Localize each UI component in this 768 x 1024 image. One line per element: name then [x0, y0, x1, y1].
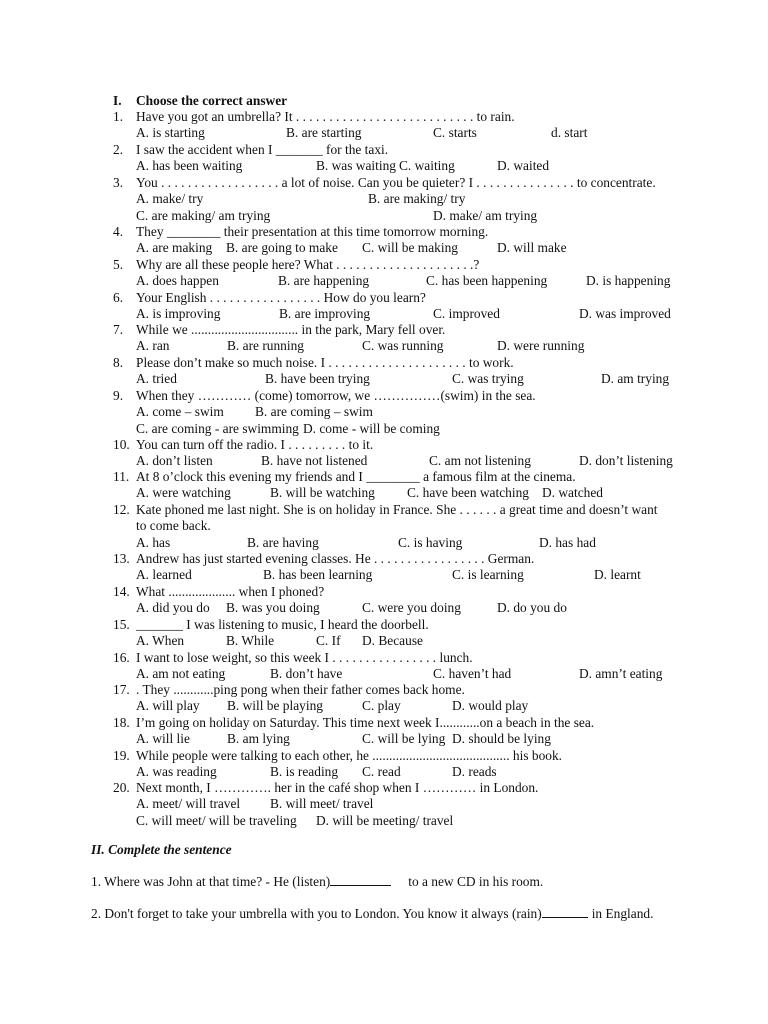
fill-in-text-after: in England. — [591, 906, 654, 921]
question-text: Please don’t make so much noise. I . . . . . . . . . . . . . . . . . . . . . to work. — [136, 355, 514, 370]
answer-option[interactable]: A. When — [136, 633, 185, 649]
answer-option[interactable]: B. have been trying — [265, 371, 370, 387]
answer-option[interactable]: A. ran — [136, 338, 170, 354]
question-text: At 8 o’clock this evening my friends and I ________ a famous film at the cinema. — [136, 469, 576, 484]
question-text: _______ I was listening to music, I heard the doorbell. — [136, 617, 429, 632]
answer-option[interactable]: B. are making/ try — [368, 191, 466, 207]
answer-option[interactable]: D. will make — [497, 240, 567, 256]
answer-option[interactable]: A. does happen — [136, 273, 219, 289]
answer-option[interactable]: D. make/ am trying — [433, 207, 538, 223]
question-text: While we ................................ in the park, Mary fell over. — [136, 322, 446, 337]
answer-option[interactable]: B. was waiting — [316, 158, 396, 174]
answer-option[interactable]: D. amn’t eating — [579, 666, 663, 682]
question-number: 14. — [113, 584, 130, 599]
question-number: 13. — [113, 551, 130, 566]
answer-option[interactable]: A. meet/ will travel — [136, 796, 241, 812]
question-text: I saw the accident when I _______ for the taxi. — [136, 142, 389, 157]
answer-blank[interactable] — [330, 874, 391, 886]
question-text: What .................... when I phoned? — [136, 584, 325, 599]
answer-option[interactable]: B. are having — [247, 534, 319, 550]
question-text: . They ............ping pong when their father comes back home. — [136, 682, 465, 697]
answer-option[interactable]: D. is happening — [586, 273, 671, 289]
answer-option[interactable]: A. don’t listen — [136, 453, 213, 469]
question-number: 8. — [113, 355, 124, 370]
answer-option[interactable]: C. If — [316, 633, 341, 649]
answer-option[interactable]: B. will be watching — [270, 485, 375, 501]
answer-option[interactable]: D. reads — [452, 764, 497, 780]
question-text: Andrew has just started evening classes. He . . . . . . . . . . . . . . . . . German. — [136, 551, 535, 566]
answer-option[interactable]: B. don’t have — [270, 666, 343, 682]
answer-option[interactable]: B. are going to make — [226, 240, 338, 256]
question-number: 3. — [113, 175, 124, 190]
answer-option[interactable]: D. learnt — [594, 567, 641, 583]
fill-in-item-2 — [91, 906, 653, 922]
answer-option[interactable]: D. come - will be coming — [303, 420, 440, 436]
answer-option[interactable]: C. will be lying — [362, 731, 446, 747]
answer-option[interactable]: D. watched — [542, 485, 603, 501]
question-text: Kate phoned me last night. She is on holiday in France. She . . . . . . a great time and doesn’t want — [136, 502, 658, 517]
answer-option[interactable]: C. am not listening — [429, 453, 531, 469]
answer-option[interactable]: C. is learning — [452, 567, 524, 583]
answer-option[interactable]: A. come – swim — [136, 404, 224, 420]
answer-option[interactable]: B. are happening — [278, 273, 370, 289]
question-text-continued: to come back. — [136, 518, 211, 534]
question-number: 7. — [113, 322, 124, 337]
answer-option[interactable]: D. am trying — [601, 371, 670, 387]
answer-option[interactable]: D. should be lying — [452, 731, 551, 747]
question-text: They ________ their presentation at this time tomorrow morning. — [136, 224, 489, 239]
answer-option[interactable]: A. has been waiting — [136, 158, 243, 174]
answer-option[interactable]: D. Because — [362, 633, 423, 649]
question-number: 18. — [113, 715, 130, 730]
answer-option[interactable]: A. is starting — [136, 125, 205, 141]
answer-option[interactable]: D. waited — [497, 158, 550, 174]
answer-option[interactable]: B. will meet/ travel — [270, 796, 374, 812]
answer-option[interactable]: D. will be meeting/ travel — [316, 812, 454, 828]
question-number: 1. — [113, 109, 124, 124]
answer-option[interactable]: C. improved — [433, 306, 500, 322]
answer-option[interactable]: D. has had — [539, 534, 596, 550]
answer-option[interactable]: B. have not listened — [261, 453, 368, 469]
question-text: When they ………… (come) tomorrow, we ……………(swim) in the sea. — [136, 388, 536, 403]
question-text: You . . . . . . . . . . . . . . . . . . a lot of noise. Can you be quieter? I . . . . . . . . . . . . . . . to concentrate. — [136, 175, 656, 190]
answer-option[interactable]: A. will play — [136, 698, 200, 714]
section-number: I. — [113, 93, 122, 108]
answer-option[interactable]: B. is reading — [270, 764, 339, 780]
answer-option[interactable]: C. are coming - are swimming — [136, 420, 299, 436]
answer-option[interactable]: B. has been learning — [263, 567, 373, 583]
fill-in-text-before: 1. Where was John at that time? - He (listen) — [91, 874, 331, 889]
answer-option[interactable]: A. am not eating — [136, 666, 226, 682]
answer-option[interactable]: C. have been watching — [407, 485, 529, 501]
answer-option[interactable]: B. are starting — [286, 125, 362, 141]
answer-option[interactable]: C. starts — [433, 125, 477, 141]
answer-option[interactable]: A. were watching — [136, 485, 231, 501]
answer-option[interactable]: C. read — [362, 764, 401, 780]
question-number: 11. — [113, 469, 130, 484]
answer-option[interactable]: B. are coming – swim — [255, 404, 373, 420]
fill-in-text-after: to a new CD in his room. — [408, 874, 544, 889]
answer-option[interactable]: A. is improving — [136, 306, 221, 322]
fill-in-item-1 — [91, 874, 543, 890]
answer-option[interactable]: C. will be making — [362, 240, 458, 256]
answer-option[interactable]: A. tried — [136, 371, 177, 387]
answer-option[interactable]: B. was you doing — [226, 600, 320, 616]
question-number: 9. — [113, 388, 124, 403]
answer-option[interactable]: B. will be playing — [227, 698, 323, 714]
answer-option[interactable]: B. are running — [227, 338, 304, 354]
question-text: Your English . . . . . . . . . . . . . . . . . How do you learn? — [136, 290, 426, 305]
question-number: 12. — [113, 502, 130, 517]
answer-option[interactable]: D. do you do — [497, 600, 567, 616]
answer-option[interactable]: A. has — [136, 534, 171, 550]
answer-option[interactable]: D. don’t listening — [579, 453, 673, 469]
question-number: 19. — [113, 748, 130, 763]
question-number: 15. — [113, 617, 130, 632]
question-number: 16. — [113, 650, 130, 665]
question-number: 6. — [113, 290, 124, 305]
answer-option[interactable]: B. am lying — [227, 731, 290, 747]
question-number: 17. — [113, 682, 130, 697]
question-text: Have you got an umbrella? It . . . . . . . . . . . . . . . . . . . . . . . . . . . to rain. — [136, 109, 515, 124]
question-number: 5. — [113, 257, 124, 272]
answer-option[interactable]: C. play — [362, 698, 401, 714]
question-number: 20. — [113, 780, 130, 795]
section-2-heading: II. Complete the sentence — [91, 842, 232, 857]
answer-option[interactable]: D. were running — [497, 338, 585, 354]
answer-option[interactable]: C. will meet/ will be traveling — [136, 812, 297, 828]
answer-option[interactable]: D. would play — [452, 698, 529, 714]
answer-option[interactable]: d. start — [551, 125, 588, 141]
answer-blank[interactable] — [542, 906, 588, 918]
question-text: Next month, I …………. her in the café shop when I ………… in London. — [136, 780, 539, 795]
answer-option[interactable]: C. was running — [362, 338, 444, 354]
answer-option[interactable]: A. will lie — [136, 731, 190, 747]
question-number: 10. — [113, 437, 130, 452]
answer-option[interactable]: A. did you do — [136, 600, 210, 616]
answer-option[interactable]: A. are making — [136, 240, 213, 256]
answer-option[interactable]: A. learned — [136, 567, 192, 583]
answer-option[interactable]: C. were you doing — [362, 600, 461, 616]
question-text: While people were talking to each other, he ......................................... his book. — [136, 748, 563, 763]
section-title: Choose the correct answer — [136, 93, 288, 108]
question-text: You can turn off the radio. I . . . . . . . . . to it. — [136, 437, 374, 452]
answer-option[interactable]: C. is having — [398, 534, 463, 550]
question-text: Why are all these people here? What . . . . . . . . . . . . . . . . . . . . .? — [136, 257, 480, 272]
answer-option[interactable]: C. was trying — [452, 371, 524, 387]
answer-option[interactable]: A. make/ try — [136, 191, 204, 207]
answer-option[interactable]: B. While — [226, 633, 275, 649]
question-number: 2. — [113, 142, 124, 157]
answer-option[interactable]: C. waiting — [399, 158, 455, 174]
question-number: 4. — [113, 224, 124, 239]
question-text: I want to lose weight, so this week I . . . . . . . . . . . . . . . . lunch. — [136, 650, 473, 665]
answer-option[interactable]: D. was improved — [579, 306, 671, 322]
answer-option[interactable]: A. was reading — [136, 764, 217, 780]
question-text: I’m going on holiday on Saturday. This time next week I............on a beach in the sea. — [136, 715, 595, 730]
fill-in-text-before: 2. Don't forget to take your umbrella with you to London. You know it always (rain) — [91, 906, 542, 921]
answer-option[interactable]: C. are making/ am trying — [136, 207, 271, 223]
answer-option[interactable]: C. haven’t had — [433, 666, 512, 682]
answer-option[interactable]: B. are improving — [279, 306, 371, 322]
answer-option[interactable]: C. has been happening — [426, 273, 548, 289]
